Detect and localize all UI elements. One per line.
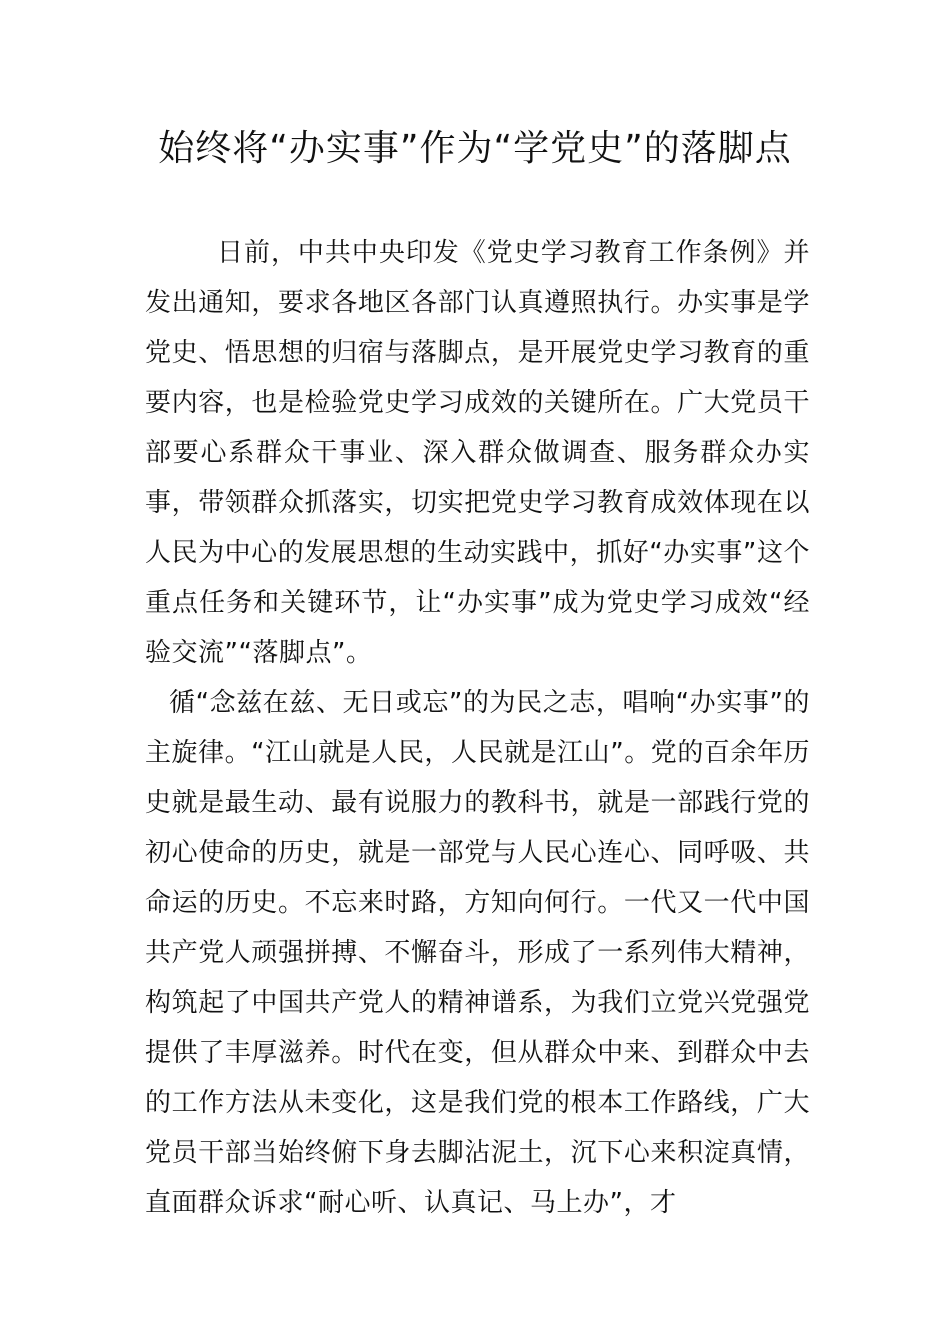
- paragraph: 循“念兹在兹、无日或忘”的为民之志，唱响“办实事”的主旋律。“江山就是人民，人民就是江山”。党的百余年历史就是最生动、最有说服力的教科书，就是一部践行党的初心使命的历史，就是一部党与人民心连心、同呼吸、共命运的历史。不忘来时路，方知向何行。一代又一代中国共产党人顽强拼搏、不懈奋斗，形成了一系列伟大精神，构筑起了中国共产党人的精神谱系，为我们立党兴党强党提供了丰厚滋养。时代在变，但从群众中来、到群众中去的工作方法从未变化，这是我们党的根本工作路线，广大党员干部当始终俯下身去脚沾泥土，沉下心来积淀真情，直面群众诉求“耐心听、认真记、马上办”，才: [145, 688, 810, 1218]
- document-title: 始终将“办实事”作为“学党史”的落脚点: [158, 128, 792, 169]
- paragraph: 日前，中共中央印发《党史学习教育工作条例》并发出通知，要求各地区各部门认真遵照执行。办实事是学党史、悟思想的归宿与落脚点，是开展党史学习教育的重要内容，也是检验党史学习成效的关键所在。广大党员干部要心系群众干事业、深入群众做调查、服务群众办实事，带领群众抓落实，切实把党史学习教育成效体现在以人民为中心的发展思想的生动实践中，抓好“办实事”这个重点任务和关键环节，让“办实事”成为党史学习成效“经验交流”“落脚点”。: [145, 238, 810, 668]
- document-body: [145, 228, 810, 1228]
